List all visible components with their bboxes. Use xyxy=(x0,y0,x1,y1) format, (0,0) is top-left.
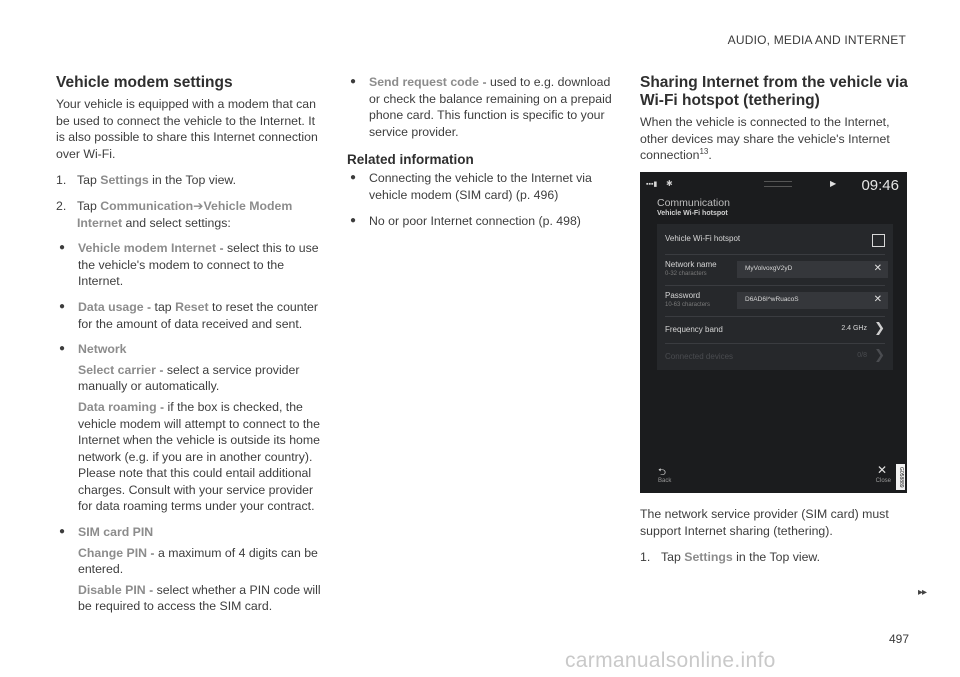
vehicle-modem-internet-label: Vehicle Modem Internet xyxy=(77,198,293,230)
disable-pin-item: Disable PIN - select whether a PIN code will be required to access the SIM card. xyxy=(78,582,321,614)
footnote-ref: 13 xyxy=(699,147,709,157)
tethering-requirement: The network service provider (SIM card) must support Internet sharing (tethering). xyxy=(640,507,889,538)
bullet-icon: ● xyxy=(59,300,66,312)
related-link-1[interactable]: ● Connecting the vehicle to the Internet via vehicle modem (SIM card) (p. 496) xyxy=(350,171,592,202)
clear-icon[interactable]: ✕ xyxy=(873,294,882,305)
step-number: 2. xyxy=(56,198,67,213)
column-modem-settings xyxy=(56,74,322,624)
bullet-data-usage: ● Data usage - tap Reset to reset the counter for the amount of data received and sent. xyxy=(59,299,318,331)
screen-title: Communication xyxy=(657,197,730,209)
select-carrier-item: Select carrier - select a service provider manually or automatically. xyxy=(78,362,300,394)
play-icon: ▶ xyxy=(830,179,837,188)
section-header: AUDIO, MEDIA AND INTERNET xyxy=(727,33,906,47)
tethering-intro: When the vehicle is connected to the Internet, other devices may share the vehicle's Internet connection$^{13}$. xyxy=(640,115,890,163)
bullet-icon: ● xyxy=(59,242,66,254)
clock: 09:46 xyxy=(861,177,899,194)
chevron-right-icon: ❯ xyxy=(874,347,885,362)
change-pin-item: Change PIN - a maximum of 4 digits can be entered. xyxy=(78,545,318,577)
section-title-tethering: Sharing Internet from the vehicle via Wi-Fi hotspot (tethering) xyxy=(640,74,908,109)
network-name-row[interactable]: Network name 0-32 characters MyVolvoxgV2yD ✕ xyxy=(657,255,893,285)
step-1: 1. Tap Settings in the Top view. xyxy=(56,173,237,188)
bullet-network: ● Network Select carrier - select a service provider manually or automatically. Data roaming - if the box is checked, the vehicle modem will attempt to connect to the Internet when the vehicle is outside its home network (e.g. if you are in another country). Please note that this could entail additional charges. Consult with your service provider for data roaming terms under your contract. xyxy=(56,341,322,515)
signal-icon: ▪▪▪▮ xyxy=(646,181,658,188)
hotspot-panel xyxy=(657,224,893,370)
settings-label: Settings xyxy=(100,173,149,188)
related-info-title: Related information xyxy=(347,152,474,168)
bullet-vehicle-modem: ● Vehicle modem Internet - select this to use the vehicle's modem to connect to the Internet. xyxy=(59,241,319,289)
data-roaming-item: Data roaming - if the box is checked, the vehicle modem will attempt to connect to the Internet when the vehicle is outside its home network (e.g. if you are in another country). Please note that this could entail additional charges. Consult with your service provider for data roaming terms under your contract. xyxy=(78,399,320,514)
close-icon[interactable]: ✕ xyxy=(876,463,887,477)
frequency-band-row[interactable]: Frequency band 2.4 GHz ❯ xyxy=(665,320,885,335)
connected-devices-row: Connected devices 0/8 ❯ xyxy=(665,347,885,362)
close-label: Close xyxy=(875,478,891,484)
watermark: carmanualsonline.info xyxy=(565,649,776,672)
status-bar xyxy=(646,178,901,192)
back-icon[interactable]: ⮌ xyxy=(658,467,667,478)
hotspot-checkbox[interactable] xyxy=(872,234,885,247)
intro-paragraph: Your vehicle is equipped with a modem that can be used to connect the vehicle to the Internet. It is also possible to share this Internet connection over Wi-Fi. xyxy=(56,97,318,161)
section-title-modem: Vehicle modem settings xyxy=(56,74,233,91)
arrow-right-icon: ➔ xyxy=(193,198,204,213)
clear-icon[interactable]: ✕ xyxy=(873,263,882,274)
related-link-2[interactable]: ● No or poor Internet connection (p. 498) xyxy=(350,213,581,228)
chevron-right-icon: ❯ xyxy=(874,320,885,335)
image-code: G058889 xyxy=(896,464,905,490)
column-tethering xyxy=(640,74,910,174)
bullet-icon: ● xyxy=(59,343,66,355)
bullet-icon: ● xyxy=(350,172,357,184)
screen-subtitle: Vehicle Wi-Fi hotspot xyxy=(657,210,728,217)
page-number: 497 xyxy=(889,632,910,646)
bullet-icon: ● xyxy=(350,76,357,87)
tether-step-1: 1. Tap Settings in the Top view. xyxy=(640,550,821,565)
bullet-icon: ● xyxy=(59,526,66,538)
step-number: 1. xyxy=(640,550,651,565)
hotspot-toggle-row[interactable]: Vehicle Wi-Fi hotspot xyxy=(657,224,893,254)
bluetooth-icon: ✱ xyxy=(666,179,673,188)
back-label: Back xyxy=(658,478,672,484)
network-name-field[interactable]: MyVolvoxgV2yD ✕ xyxy=(737,261,888,278)
step-2: 2. Tap Communication➔Vehicle Modem Internet and select settings: xyxy=(56,198,293,230)
password-field[interactable]: D6AD6I^wRuacoS ✕ xyxy=(737,292,888,309)
bullet-sim-pin: ● SIM card PIN Change PIN - a maximum of 4 digits can be entered. Disable PIN - select whether a PIN code will be required to access the SIM card. xyxy=(59,525,321,614)
bullet-send-request: ● Send request code - used to e.g. download or check the balance remaining on a prepaid phone card. This function is specific to your service provider. xyxy=(350,75,612,139)
bullet-icon: ● xyxy=(350,214,357,226)
step-number: 1. xyxy=(56,173,67,188)
drag-handle-icon xyxy=(764,181,792,187)
communication-label: Communication xyxy=(100,198,194,213)
continue-arrows-icon: ▸▸ xyxy=(918,587,927,598)
column-related xyxy=(347,74,617,238)
settings-label: Settings xyxy=(684,550,733,565)
password-row[interactable]: Password 10-63 characters D6AD6I^wRuacoS ✕ xyxy=(657,286,893,316)
screen-bottom-bar xyxy=(640,461,907,493)
hotspot-screen-image xyxy=(640,172,907,493)
tethering-steps xyxy=(640,506,910,575)
